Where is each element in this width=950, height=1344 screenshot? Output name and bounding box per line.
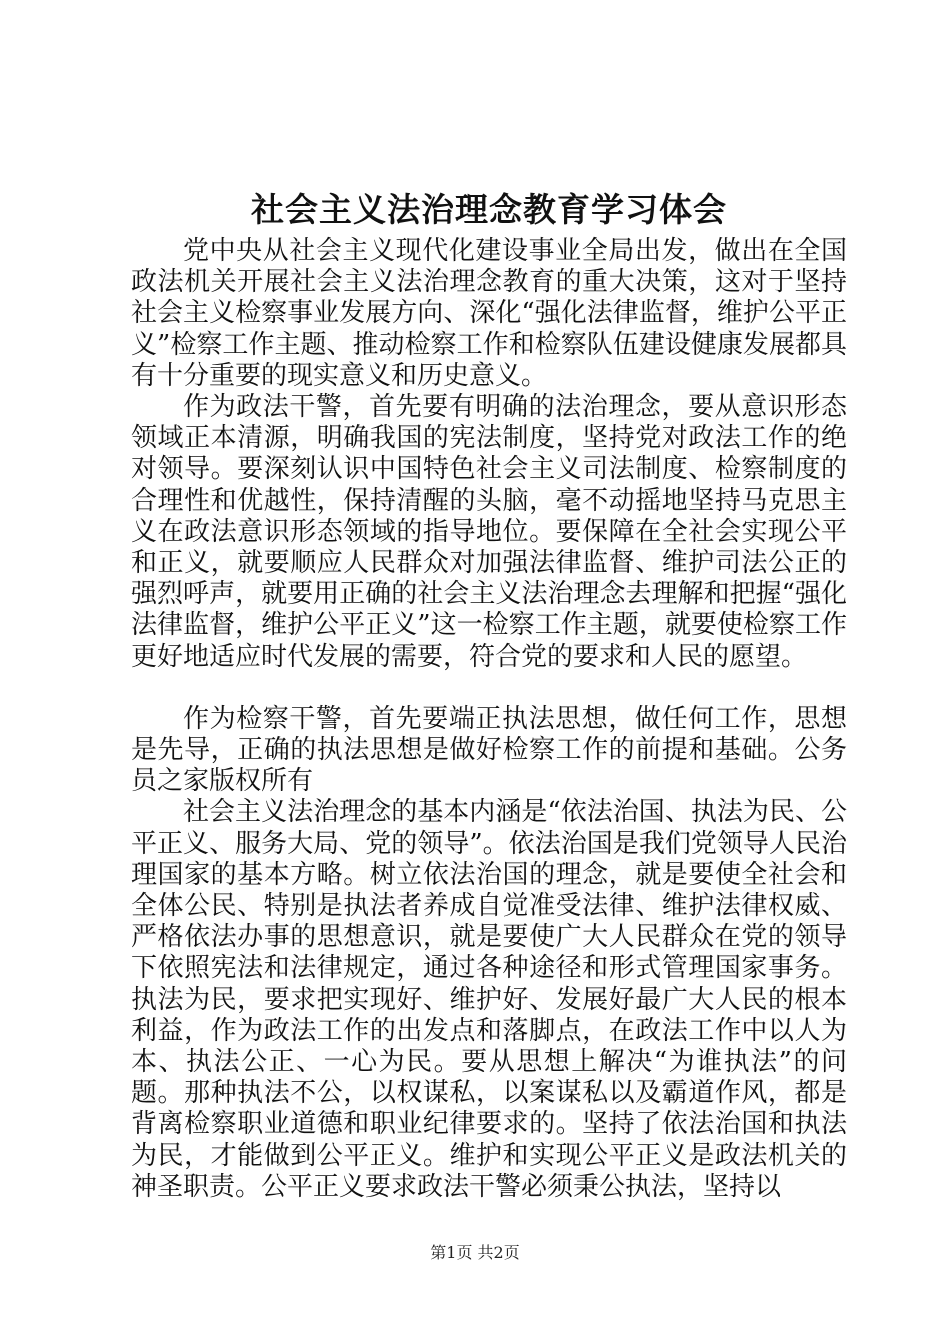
paragraph-spacer (131, 673, 847, 704)
document-title: 社会主义法治理念教育学习体会 (251, 190, 727, 229)
paragraph-4: 社会主义法治理念的基本内涵是“依法治国、执法为民、公平正义、服务大局、党的领导”。依法治国是我们党领导人民治理国家的基本方略。树立依法治国的理念，就是要使全社会和全体公民、特别是执法者养成自觉准受法律、维护法律权威、严格依法办事的思想意识，就是要使广大人民群众在党的领导下依照宪法和法律规定，通过各种途径和形式管理国家事务。执法为民，要求把实现好、维护好、发展好最广大人民的根本利益，作为政法工作的出发点和落脚点，在政法工作中以人为本、执法公正、一心为民。要从思想上解决“为谁执法”的问题。那种执法不公，以权谋私，以案谋私以及霸道作风，都是背离检察职业道德和职业纪律要求的。坚持了依法治国和执法为民，才能做到公平正义。维护和实现公平正义是政法机关的神圣职责。公平正义要求政法干警必须秉公执法，坚持以 (131, 797, 847, 1202)
paragraph-1: 党中央从社会主义现代化建设事业全局出发，做出在全国政法机关开展社会主义法治理念教育的重大决策，这对于坚持社会主义检察事业发展方向、深化“强化法律监督，维护公平正义”检察工作主题、推动检察工作和检察队伍建设健康发展都具有十分重要的现实意义和历史意义。 (131, 236, 847, 391)
paragraph-2: 作为政法干警，首先要有明确的法治理念，要从意识形态领域正本清源，明确我国的宪法制度，坚持党对政法工作的绝对领导。要深刻认识中国特色社会主义司法制度、检察制度的合理性和优越性，保持清醒的头脑，毫不动摇地坚持马克思主义在政法意识形态领域的指导地位。要保障在全社会实现公平和正义，就要顺应人民群众对加强法律监督、维护司法公正的强烈呼声，就要用正确的社会主义法治理念去理解和把握“强化法律监督，维护公平正义”这一检察工作主题，就要使检察工作更好地适应时代发展的需要，符合党的要求和人民的愿望。 (131, 392, 847, 672)
page-number-footer: 第1页 共2页 (430, 1243, 520, 1262)
paragraph-3: 作为检察干警，首先要端正执法思想，做任何工作，思想是先导，正确的执法思想是做好检察工作的前提和基础。公务员之家版权所有 (131, 703, 847, 797)
document-page (131, 184, 847, 1203)
